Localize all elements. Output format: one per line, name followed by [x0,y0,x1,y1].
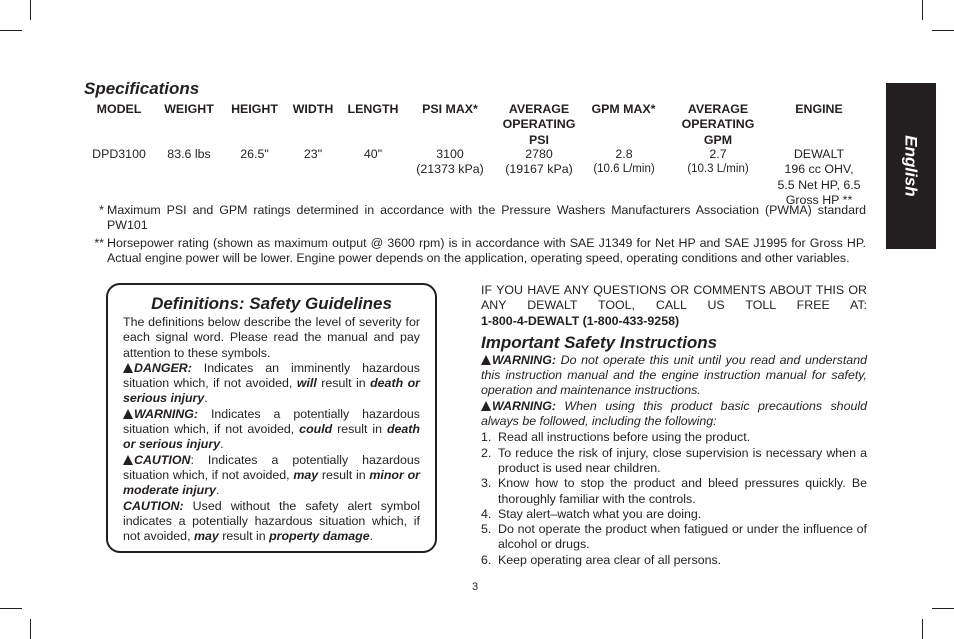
contact-text: IF YOU HAVE ANY QUESTIONS OR COMMENTS ABOUT THIS OR ANY DEWALT TOOL, CALL US TOLL FREE AT: [481,283,867,313]
crop-mark [0,30,22,31]
cell-gpm-max: 2.8 (10.6 L/min) [593,147,655,176]
cell-psi-max: 3100 (21373 kPa) [416,147,484,177]
footnote: ** Horsepower rating (shown as maximum output @ 3600 rpm) is in accordance with SAE J1349 for Net HP and SAE J1995 for Gross HP. Actual engine power will be lower. Engine power depends on the application, operating speed, operating conditions and other variables. [94,235,866,265]
crop-mark [30,0,31,20]
contact-phone: 1-800-4-DEWALT (1-800-433-9258) [481,313,680,328]
language-tab [886,83,936,249]
warning-precautions: WARNING: When using this product basic precautions should always be followed, including the following: [481,398,867,429]
warning-triangle-icon [123,363,133,373]
list-item: 1. Read all instructions before using the product. [481,430,751,445]
warning-triangle-icon [481,355,491,365]
definitions-intro: The definitions below describe the level of severity for each signal word. Please read the manual and pay attention to these symbols. [123,315,420,360]
warning-triangle-icon [123,409,133,419]
crop-mark [932,30,954,31]
cell-avg-gpm: 2.7 (10.3 L/min) [687,147,749,176]
header-length: LENGTH [347,102,399,116]
cell-height: 26.5" [240,147,269,161]
warning-read-manual: WARNING: Do not operate this unit until you read and understand this instruction manual and the engine instruction manual for safety, operation and maintenance instructions. [481,352,867,398]
cell-length: 40" [363,147,383,161]
header-height: HEIGHT [231,102,278,116]
page-number: 3 [472,581,479,593]
header-width: WIDTH [292,102,334,116]
header-weight: WEIGHT [164,102,214,116]
definitions-title: Definitions: Safety Guidelines [151,294,392,313]
cell-avg-psi: 2780 (19167 kPa) [505,147,573,177]
header-avg-psi: AVERAGE OPERATING PSI [502,102,576,147]
crop-mark [30,619,31,639]
crop-mark [932,608,954,609]
list-item: 4. Stay alert–watch what you are doing. [481,506,702,521]
warning-triangle-icon [123,455,133,465]
warning-definition: WARNING: Indicates a potentially hazardous situation which, if not avoided, could result in death or serious injury. [123,406,420,452]
definitions-box [106,283,437,553]
caution-definition: CAUTION: Indicates a potentially hazardous situation which, if not avoided, may result in minor or moderate injury. [123,452,420,498]
list-item: 5. Do not operate the product when fatigued or under the influence of alcohol or drugs. [481,522,867,552]
safety-column [481,283,867,568]
cell-model: DPD3100 [92,147,146,161]
spec-footnotes [84,203,866,268]
list-item: 3. Know how to stop the product and bleed pressures quickly. Be thoroughly familiar with the controls. [481,476,867,506]
crop-mark [0,608,22,609]
danger-definition: DANGER: Indicates an imminently hazardous situation which, if not avoided, will result in death or serious injury. [123,360,420,406]
safety-instructions-title: Important Safety Instructions [481,332,718,352]
header-engine: ENGINE [795,102,843,116]
footnote: * Maximum PSI and GPM ratings determined in accordance with the Pressure Washers Manufacturers Association (PWMA) standard PW101 [99,203,866,233]
caution-no-symbol-definition: CAUTION: Used without the safety alert symbol indicates a potentially hazardous situation which, if not avoided, may result in property damage. [123,498,420,544]
list-item: 6. Keep operating area clear of all persons. [481,552,722,567]
crop-mark [922,0,923,20]
header-gpm-max: GPM MAX* [591,102,656,116]
header-model: MODEL [96,102,142,116]
safety-list [481,430,867,568]
header-avg-gpm: AVERAGE OPERATING GPM [681,102,755,147]
specifications-title: Specifications [84,79,200,98]
language-tab-label: English [901,135,921,197]
cell-engine: DEWALT 196 cc OHV, 5.5 Net HP, 6.5 Gross HP ** [777,147,861,207]
warning-triangle-icon [481,401,491,411]
cell-width: 23" [303,147,323,161]
crop-mark [922,619,923,639]
cell-weight: 83.6 lbs [167,147,211,161]
list-item: 2. To reduce the risk of injury, close supervision is necessary when a product is used near children. [481,445,867,475]
header-psi-max: PSI MAX* [422,102,478,116]
